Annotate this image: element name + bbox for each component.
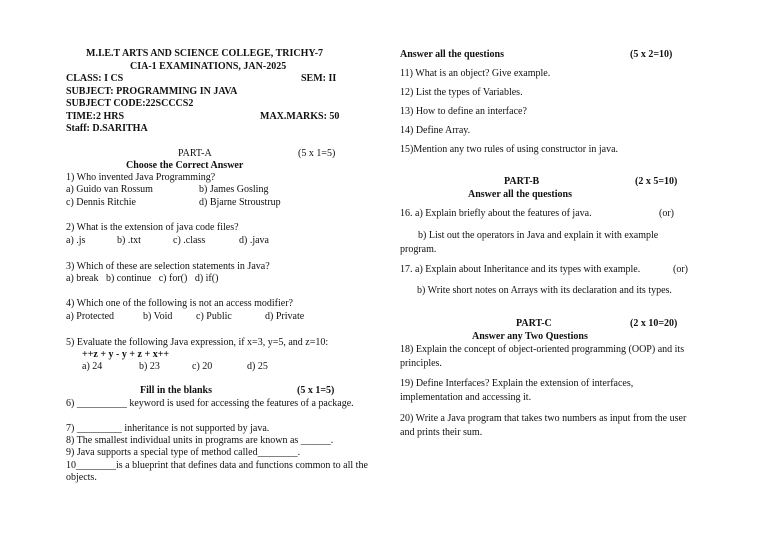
question-12: 12) List the types of Variables. [400,87,523,98]
sem-label: SEM: II [301,73,337,84]
section-marks: (5 x 2=10) [630,49,673,60]
subject-code: SUBJECT CODE:22SCCCS2 [66,98,194,109]
exam-title: CIA-1 EXAMINATIONS, JAN-2025 [130,61,287,72]
question-16a: 16. a) Explain briefly about the features of java. [400,208,592,219]
part-b-title: PART-B [504,176,540,187]
question-16b: b) List out the operators in Java and explain it with example program. [400,230,659,255]
question-7: 7) _________ inheritance is not supported by java. [66,423,270,434]
question-14: 14) Define Array. [400,125,471,136]
or-label-2: (or) [673,264,688,275]
question-18: 18) Explain the concept of object-oriented programming (OOP) and its principles. [400,344,685,369]
question-17a: 17. a) Explain about Inheritance and its types with example. [400,264,641,275]
question-8: 8) The smallest individual units in programs are known as ______. [66,435,334,446]
question-13: 13) How to define an interface? [400,106,527,117]
part-c-title: PART-C [516,318,552,329]
part-c-instruction: Answer any Two Questions [472,331,588,342]
fill-blanks-title: Fill in the blanks [140,385,212,396]
q5-option-c: c) 20 [192,361,213,372]
staff-label: Staff: D.SARITHA [66,123,148,134]
part-a-marks: (5 x 1=5) [298,148,336,159]
q4-option-d: d) Private [265,311,305,322]
question-20: 20) Write a Java program that takes two numbers as input from the user and prints their sum. [400,413,687,438]
max-marks: MAX.MARKS: 50 [260,111,340,122]
q5-option-a: a) 24 [82,361,103,372]
q1-option-c: c) Dennis Ritchie [66,197,136,208]
q4-option-c: c) Public [196,311,232,322]
question-2: 2) What is the extension of java code files? [66,222,239,233]
college-name: M.I.E.T ARTS AND SCIENCE COLLEGE, TRICHY-7 [86,48,324,59]
q2-option-a: a) .js [66,235,86,246]
q4-option-a: a) Protected [66,311,115,322]
question-15: 15)Mention any two rules of using constructor in java. [400,144,619,155]
part-a-title: PART-A [178,148,212,159]
class-label: CLASS: I CS [66,73,124,84]
part-c-marks: (2 x 10=20) [630,318,678,329]
question-4: 4) Which one of the following is not an access modifier? [66,298,293,309]
subject-label: SUBJECT: PROGRAMMING IN JAVA [66,86,238,97]
question-19: 19) Define Interfaces? Explain the extension of interfaces, implementation and accessing it. [400,378,634,403]
q1-option-a: a) Guido van Rossum [66,184,153,195]
q2-option-c: c) .class [173,235,206,246]
q5-option-b: b) 23 [139,361,160,372]
q4-option-b: b) Void [143,311,173,322]
question-9: 9) Java supports a special type of method called________. [66,447,301,458]
q5-option-d: d) 25 [247,361,268,372]
q3-options: a) break b) continue c) for() d) if() [66,273,219,284]
q1-option-d: d) Bjarne Stroustrup [199,197,281,208]
or-label-1: (or) [659,208,674,219]
part-b-instruction: Answer all the questions [468,189,572,200]
part-a-instruction: Choose the Correct Answer [126,160,244,171]
question-10: 10________is a blueprint that defines data and functions common to all the objects. [66,460,368,484]
section-title: Answer all the questions [400,49,504,60]
fill-blanks-marks: (5 x 1=5) [297,385,335,396]
question-5: 5) Evaluate the following Java expression, if x=3, y=5, and z=10: [66,337,329,348]
question-11: 11) What is an object? Give example. [400,68,551,79]
q5-expression: ++z + y - y + z + x++ [82,349,170,360]
question-1: 1) Who invented Java Programming? [66,172,216,183]
time-label: TIME:2 HRS [66,111,125,122]
q2-option-d: d) .java [239,235,269,246]
q1-option-b: b) James Gosling [199,184,269,195]
question-3: 3) Which of these are selection statements in Java? [66,261,270,272]
question-17b: b) Write short notes on Arrays with its declaration and its types. [417,285,672,296]
part-b-marks: (2 x 5=10) [635,176,678,187]
q2-option-b: b) .txt [117,235,141,246]
question-6: 6) __________ keyword is used for accessing the features of a package. [66,398,354,409]
